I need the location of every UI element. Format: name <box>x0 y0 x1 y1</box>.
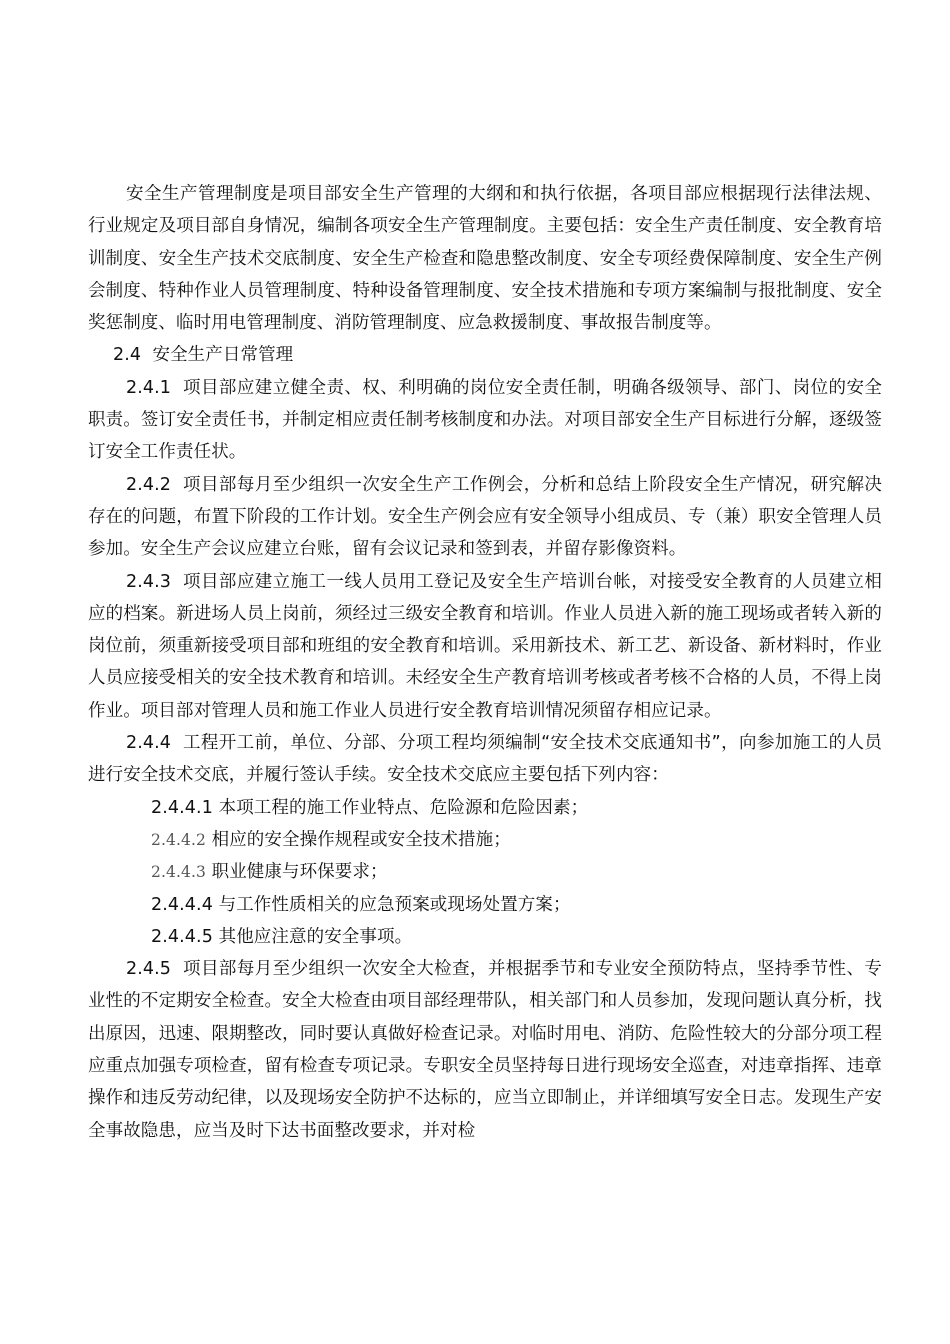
section-title: 安全生产日常管理 <box>152 345 294 366</box>
sub-item-text: 本项工程的施工作业特点、危险源和危险因素； <box>218 797 589 818</box>
clause-text: 项目部应建立施工一线人员用工登记及安全生产培训台帐，对接受安全教育的人员建立相应的档案。新进场人员上岗前，须经过三级安全教育和培训。作业人员进入新的施工现场或者转入新的岗位前，须重新接受项目部和班组的安全教育和培训。采用新技术、新工艺、新设备、新材料时，作业人员应接受相关的安全技术教育和培训。未经安全生产教育培训考核或者考核不合格的人员，不得上岗作业。项目部对管理人员和施工作业人员进行安全教育培训情况须留存相应记录。 <box>88 571 883 721</box>
clause-2-4-1 <box>88 372 882 469</box>
sub-item-text: 职业健康与环保要求； <box>211 862 388 883</box>
clause-2-4-5 <box>88 953 882 1147</box>
intro-paragraph: 安全生产管理制度是项目部安全生产管理的大纲和和执行依据，各项目部应根据现行法律法规、行业规定及项目部自身情况，编制各项安全生产管理制度。主要包括：安全生产责任制度、安全教育培训制度、安全生产技术交底制度、安全生产检查和隐患整改制度、安全专项经费保障制度、安全生产例会制度、特种作业人员管理制度、特种设备管理制度、安全技术措施和专项方案编制与报批制度、安全奖惩制度、临时用电管理制度、消防管理制度、应急救援制度、事故报告制度等。 <box>88 184 882 334</box>
sub-item-2-4-4-5 <box>88 921 882 953</box>
sub-item-2-4-4-1 <box>88 792 882 824</box>
clause-2-4-2 <box>88 469 882 566</box>
clause-number: 2.4.4 <box>126 733 172 754</box>
sub-item-text: 其他应注意的安全事项。 <box>218 926 413 947</box>
sub-item-number: 2.4.4.4 <box>151 894 213 915</box>
section-number: 2.4 <box>113 345 142 366</box>
sub-item-text: 与工作性质相关的应急预案或现场处置方案； <box>218 894 571 915</box>
document-page <box>88 178 882 1147</box>
clause-number: 2.4.5 <box>126 959 172 980</box>
sub-item-2-4-4-4 <box>88 889 882 921</box>
clause-2-4-3 <box>88 566 882 727</box>
clause-number: 2.4.2 <box>126 474 172 495</box>
sub-item-2-4-4-3 <box>88 856 882 888</box>
clause-text: 项目部每月至少组织一次安全大检查，并根据季节和专业安全预防特点，坚持季节性、专业性的不定期安全检查。安全大检查由项目部经理带队，相关部门和人员参加，发现问题认真分析，找出原因，迅速、限期整改，同时要认真做好检查记录。对临时用电、消防、危险性较大的分部分项工程应重点加强专项检查，留有检查专项记录。专职安全员坚持每日进行现场安全巡查，对违章指挥、违章操作和违反劳动纪律，以及现场安全防护不达标的，应当立即制止，并详细填写安全日志。发现生产安全事故隐患，应当及时下达书面整改要求，并对检 <box>88 959 883 1141</box>
clause-number: 2.4.3 <box>126 571 172 592</box>
sub-item-text: 相应的安全操作规程或安全技术措施； <box>211 829 511 850</box>
clause-text: 项目部每月至少组织一次安全生产工作例会，分析和总结上阶段安全生产情况，研究解决存在的问题，布置下阶段的工作计划。安全生产例会应有安全领导小组成员、专（兼）职安全管理人员参加。安全生产会议应建立台账，留有会议记录和签到表，并留存影像资料。 <box>88 474 883 560</box>
sub-item-number: 2.4.4.5 <box>151 926 213 947</box>
section-heading-2-4 <box>88 339 882 371</box>
sub-item-number: 2.4.4.2 <box>151 830 206 849</box>
clause-2-4-4 <box>88 727 882 792</box>
sub-item-number: 2.4.4.1 <box>151 797 213 818</box>
clause-text: 项目部应建立健全责、权、利明确的岗位安全责任制，明确各级领导、部门、岗位的安全职责。签订安全责任书，并制定相应责任制考核制度和办法。对项目部安全生产目标进行分解，逐级签订安全工作责任状。 <box>88 377 883 463</box>
sub-item-number: 2.4.4.3 <box>151 863 206 882</box>
clause-number: 2.4.1 <box>126 377 172 398</box>
clause-text: 工程开工前，单位、分部、分项工程均须编制“安全技术交底通知书”，向参加施工的人员进行安全技术交底，并履行签认手续。安全技术交底应主要包括下列内容： <box>88 733 882 786</box>
sub-item-2-4-4-2 <box>88 824 882 856</box>
